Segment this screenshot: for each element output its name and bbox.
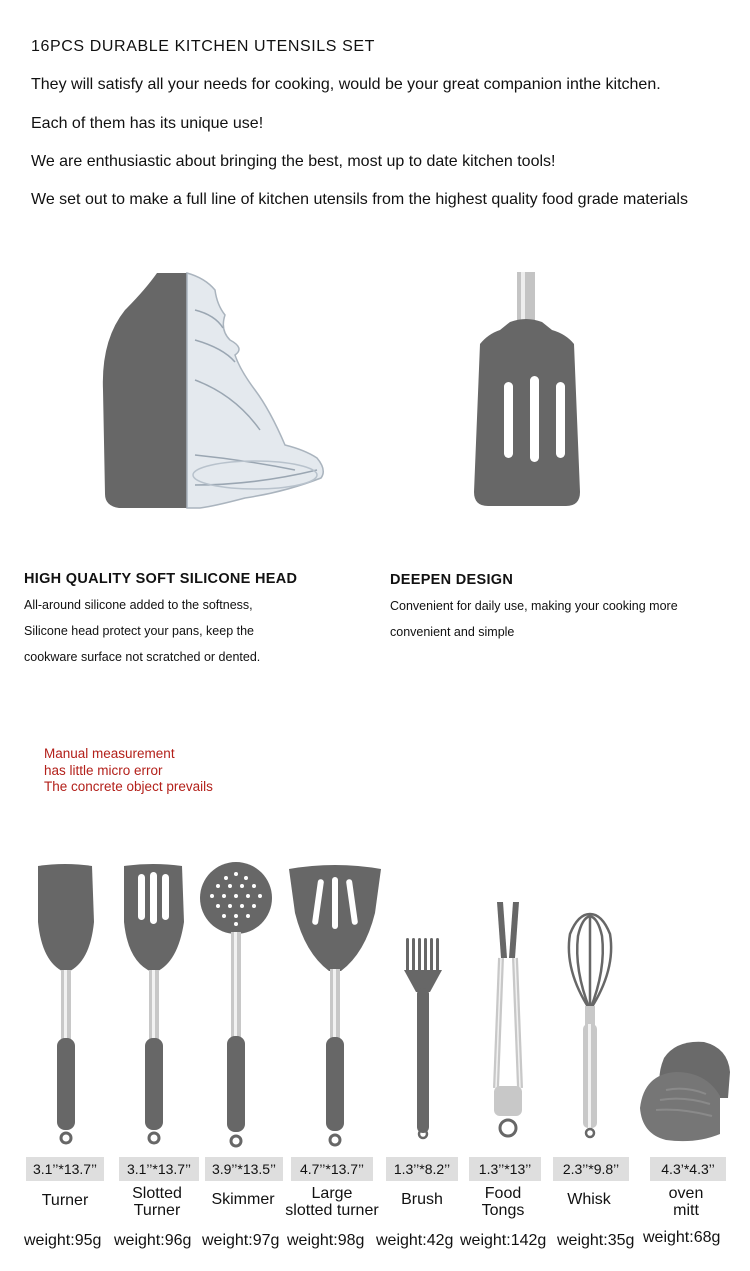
intro-line-2: Each of them has its unique use! bbox=[31, 115, 264, 132]
product-name-skimmer: Skimmer bbox=[211, 1191, 275, 1208]
feature-heading-deepen: DEEPEN DESIGN bbox=[390, 572, 514, 588]
note-line: Manual measurement bbox=[44, 746, 175, 761]
feature-text-line: Silicone head protect your pans, keep the bbox=[24, 624, 255, 638]
size-label-food-tongs: 1.3’’*13’’ bbox=[469, 1157, 541, 1181]
feature-text-line: cookware surface not scratched or dented. bbox=[24, 650, 261, 664]
intro-line-4: We set out to make a full line of kitchen utensils from the highest quality food grade materials bbox=[31, 191, 688, 208]
product-name-turner: Turner bbox=[41, 1192, 89, 1209]
feature-text-line: Convenient for daily use, making your cooking more bbox=[390, 599, 678, 613]
page-title: 16PCS DURABLE KITCHEN UTENSILS SET bbox=[31, 38, 376, 55]
feature-text-line: All-around silicone added to the softness, bbox=[24, 598, 253, 612]
weight-food-tongs: weight:142g bbox=[460, 1232, 547, 1249]
weight-brush: weight:42g bbox=[376, 1232, 454, 1249]
feature-text-deepen bbox=[390, 593, 678, 645]
product-name-large-slotted-turner: Large slotted turner bbox=[285, 1185, 379, 1219]
skimmer-image bbox=[196, 860, 276, 1150]
slotted-turner-illustration bbox=[470, 272, 600, 512]
product-name-whisk: Whisk bbox=[567, 1191, 611, 1208]
weight-whisk: weight:35g bbox=[557, 1232, 635, 1249]
feature-heading-silicone: HIGH QUALITY SOFT SILICONE HEAD bbox=[24, 571, 298, 587]
product-name-slotted-turner: Slotted Turner bbox=[132, 1185, 182, 1219]
food-tongs-image bbox=[483, 898, 533, 1140]
silicone-head-illustration bbox=[95, 270, 335, 515]
intro-line-3: We are enthusiastic about bringing the best, most up to date kitchen tools! bbox=[31, 153, 556, 170]
measurement-note bbox=[44, 746, 213, 796]
size-label-turner: 3.1’’*13.7’’ bbox=[26, 1157, 104, 1181]
product-name-oven-mitt: oven mitt bbox=[668, 1185, 704, 1219]
feature-text-silicone bbox=[24, 592, 260, 670]
note-line: The concrete object prevails bbox=[44, 779, 213, 794]
product-name-brush: Brush bbox=[401, 1191, 443, 1208]
large-slotted-turner-image bbox=[285, 863, 385, 1150]
size-label-brush: 1.3’’*8.2’’ bbox=[386, 1157, 458, 1181]
weight-skimmer: weight:97g bbox=[202, 1232, 280, 1249]
product-name-food-tongs: Food Tongs bbox=[481, 1185, 525, 1219]
size-label-slotted-turner: 3.1’’*13.7’’ bbox=[119, 1157, 199, 1181]
weight-slotted-turner: weight:96g bbox=[114, 1232, 192, 1249]
weight-large-slotted-turner: weight:98g bbox=[287, 1232, 365, 1249]
intro-line-1: They will satisfy all your needs for cooking, would be your great companion inthe kitchen. bbox=[31, 76, 661, 93]
size-label-large-slotted-turner: 4.7’’*13.7’’ bbox=[291, 1157, 373, 1181]
weight-turner: weight:95g bbox=[24, 1232, 102, 1249]
slotted-turner-image bbox=[118, 862, 190, 1147]
size-label-skimmer: 3.9’’*13.5’’ bbox=[205, 1157, 283, 1181]
feature-text-line: convenient and simple bbox=[390, 625, 515, 639]
turner-image bbox=[30, 862, 102, 1147]
oven-mitt-image bbox=[636, 1038, 736, 1144]
brush-image bbox=[398, 936, 448, 1142]
size-label-oven-mitt: 4.3’*4.3’’ bbox=[650, 1157, 726, 1181]
size-label-whisk: 2.3’’*9.8’’ bbox=[553, 1157, 629, 1181]
weight-oven-mitt: weight:68g bbox=[643, 1229, 721, 1246]
whisk-image bbox=[560, 910, 620, 1140]
note-line: has little micro error bbox=[44, 762, 163, 778]
